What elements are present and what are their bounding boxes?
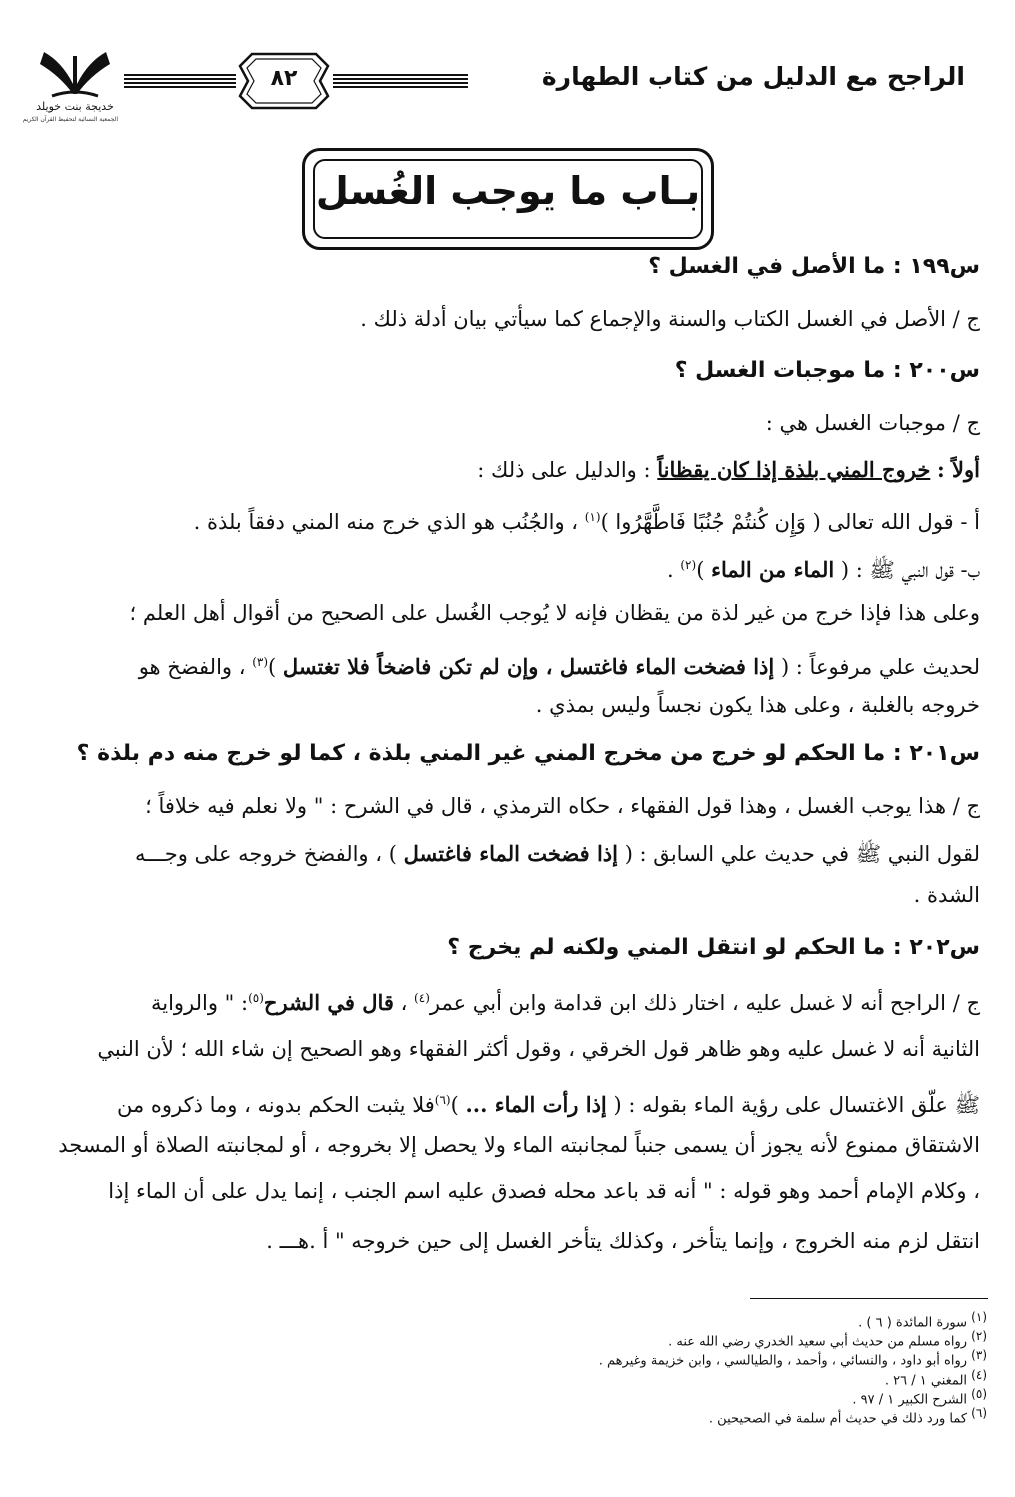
open-book-logo-icon <box>32 42 118 100</box>
chapter-title-box <box>302 148 714 250</box>
a201-hadith: إذا فضخت الماء فاغتسل <box>403 841 618 866</box>
footnote-5-number: (٥) <box>971 1387 987 1401</box>
footnote-3-text: رواه أبو داود ، والنسائي ، وأحمد ، والطيالسي ، وابن خزيمة وغيرهم . <box>598 1353 968 1369</box>
answer-199: ج / الأصل في الغسل الكتاب والسنة والإجماع كما سيأتي بيان أدلة ذلك . <box>360 307 980 331</box>
footnote-1-number: (١) <box>971 1310 987 1324</box>
paragraph-1-line-1: وعلى هذا فإذا خرج من غير لذة من يقظان فإنه لا يُوجب الغُسل على الصحيح من أقوال أهل العلم ؛ <box>129 601 980 625</box>
page-header <box>20 40 965 140</box>
footnote-6-number: (٦) <box>971 1406 987 1420</box>
a202-l3-a: ﷺ علّق الاغتسال على رؤية الماء بقوله : ( <box>613 1093 980 1117</box>
answer-200: ج / موجبات الغسل هي : <box>765 411 980 435</box>
p1-hadith: إذا فضخت الماء فاغتسل ، وإن لم تكن فاضخاً فلا تغتسل <box>282 654 775 679</box>
answer-202-line-1 <box>40 984 980 1017</box>
first-label: أولاً : <box>936 457 980 482</box>
p1-l2-b: ) <box>268 655 277 679</box>
first-cause: خروج المني بلذة إذا كان يقظاناً <box>657 457 931 482</box>
paragraph-1-line-3: خروجه بالغلبة ، وعلى هذا يكون نجساً وليس بمذي . <box>535 693 980 717</box>
answer-202-line-3 <box>40 1086 980 1119</box>
footnote-ref-6: (٦) <box>434 1093 451 1107</box>
question-202: س٢٠٢ : ما الحكم لو انتقل المني ولكنه لم يخرج ؟ <box>447 935 980 960</box>
footnote-2-number: (٢) <box>971 1329 987 1343</box>
evidence-b-line <box>40 551 980 584</box>
answer-201-line-3: الشدة . <box>913 883 980 907</box>
logo-subtext: الجمعية النسائية لتحفيظ القرآن الكريم <box>22 116 118 123</box>
footnote-ref-2: (٢) <box>680 558 697 572</box>
a202-l3-c: فلا يثبت الحكم بدونه ، وما ذكروه من <box>116 1093 435 1117</box>
evidence-b-text: ب- قول النبي ﷺ : ( <box>840 558 980 582</box>
evidence-a-line <box>40 503 980 536</box>
footnote-4-number: (٤) <box>971 1368 987 1382</box>
logo-text: خديجة بنت خويلد <box>36 100 114 113</box>
answer-202-line-5: ، وكلام الإمام أحمد وهو قوله : " أنه قد باعد محله فصدق عليه اسم الجنب ، إنما يدل على أن الماء إذا <box>108 1179 980 1203</box>
footnote-5-text: الشرح الكبير ١ / ٩٧ . <box>852 1392 968 1408</box>
chapter-title: بـاب ما يوجب الغُسل <box>315 169 701 213</box>
evidence-a-text: أ - قول الله تعالى ( وَإِن كُنتُمْ جُنُبًا فَاطَّهَّرُوا ) <box>600 510 980 534</box>
footnote-ref-5: (٥) <box>248 991 264 1005</box>
page-number: ٨٢ <box>270 66 298 91</box>
a202-l1-b: ، <box>400 991 408 1015</box>
footnote-2-text: رواه مسلم من حديث أبي سعيد الخدري رضي الله عنه . <box>668 1334 968 1350</box>
answer-201-line-1: ج / هذا يوجب الغسل ، وهذا قول الفقهاء ، حكاه الترمذي ، قال في الشرح : " ولا نعلم فيه خلافاً ؛ <box>145 794 980 818</box>
footnote-1-text: سورة المائدة ( ٦ ) . <box>858 1315 968 1331</box>
footnote-ref-3: (٣) <box>252 655 269 669</box>
question-199: س١٩٩ : ما الأصل في الغسل ؟ <box>648 254 980 279</box>
answer-202-line-4: الاشتقاق ممنوع لأنه يجوز أن يسمى جنباً لمجانبته الماء ولا يحصل إلا بخروجه ، أو لمجانبته الصلاة أو المسجد <box>58 1133 980 1157</box>
a202-sharh: قال في الشرح <box>263 990 394 1015</box>
p1-l2-c: ، والفضخ هو <box>138 655 246 679</box>
footnote-4-text: المغني ١ / ٢٦ . <box>884 1373 968 1389</box>
evidence-b-end: . <box>666 558 674 582</box>
header-rule-right <box>333 74 468 88</box>
a201-l2-b: ) ، والفضخ خروجه على وجـــه <box>135 842 397 866</box>
footnote-separator <box>750 1298 988 1299</box>
question-200: س٢٠٠ : ما موجبات الغسل ؟ <box>674 358 980 383</box>
logo <box>22 42 118 136</box>
book-title: الراجح مع الدليل من كتاب الطهارة <box>541 62 965 91</box>
a202-l3-b: ) <box>450 1093 459 1117</box>
footnote-6 <box>87 1404 987 1428</box>
footnote-3-number: (٣) <box>971 1348 987 1362</box>
first-rest: : والدليل على ذلك : <box>477 458 651 482</box>
evidence-b-close: ) <box>696 558 705 582</box>
a201-l2-a: لقول النبي ﷺ في حديث علي السابق : ( <box>624 842 980 866</box>
a202-hadith: إذا رأت الماء ... <box>465 1092 607 1117</box>
evidence-b-hadith: الماء من الماء <box>711 557 835 582</box>
footnote-6-text: كما ورد ذلك في حديث أم سلمة في الصحيحين . <box>708 1411 968 1427</box>
a202-l1-c: : " والرواية <box>150 991 249 1015</box>
answer-201-line-2 <box>40 840 980 868</box>
paragraph-1-line-2 <box>40 648 980 681</box>
page-number-badge <box>238 48 330 114</box>
question-201: س٢٠١ : ما الحكم لو خرج من مخرج المني غير المني بلذة ، كما لو خرج منه دم بلذة ؟ <box>76 741 980 766</box>
a202-l1-a: ج / الراجح أنه لا غسل عليه ، اختار ذلك ابن قدامة وابن أبي عمر <box>429 991 980 1015</box>
evidence-a-rest: ، والجُنُب هو الذي خرج منه المني دفقاً بلذة . <box>193 510 579 534</box>
first-cause-line <box>40 456 980 484</box>
header-rule-left <box>124 74 236 88</box>
p1-l2-a: لحديث علي مرفوعاً : ( <box>780 655 980 679</box>
footnote-ref-4: (٤) <box>414 991 430 1005</box>
answer-202-line-6: انتقل لزم منه الخروج ، وإنما يتأخر ، وكذلك يتأخر الغسل إلى حين خروجه " أ .هـــ . <box>266 1229 980 1253</box>
answer-202-line-2: الثانية أنه لا غسل عليه وهو ظاهر قول الخرقي ، وقول أكثر الفقهاء وهو الصحيح إن شاء الله ؛ لأن النبي <box>97 1037 980 1061</box>
footnote-ref-1: (١) <box>584 510 601 524</box>
